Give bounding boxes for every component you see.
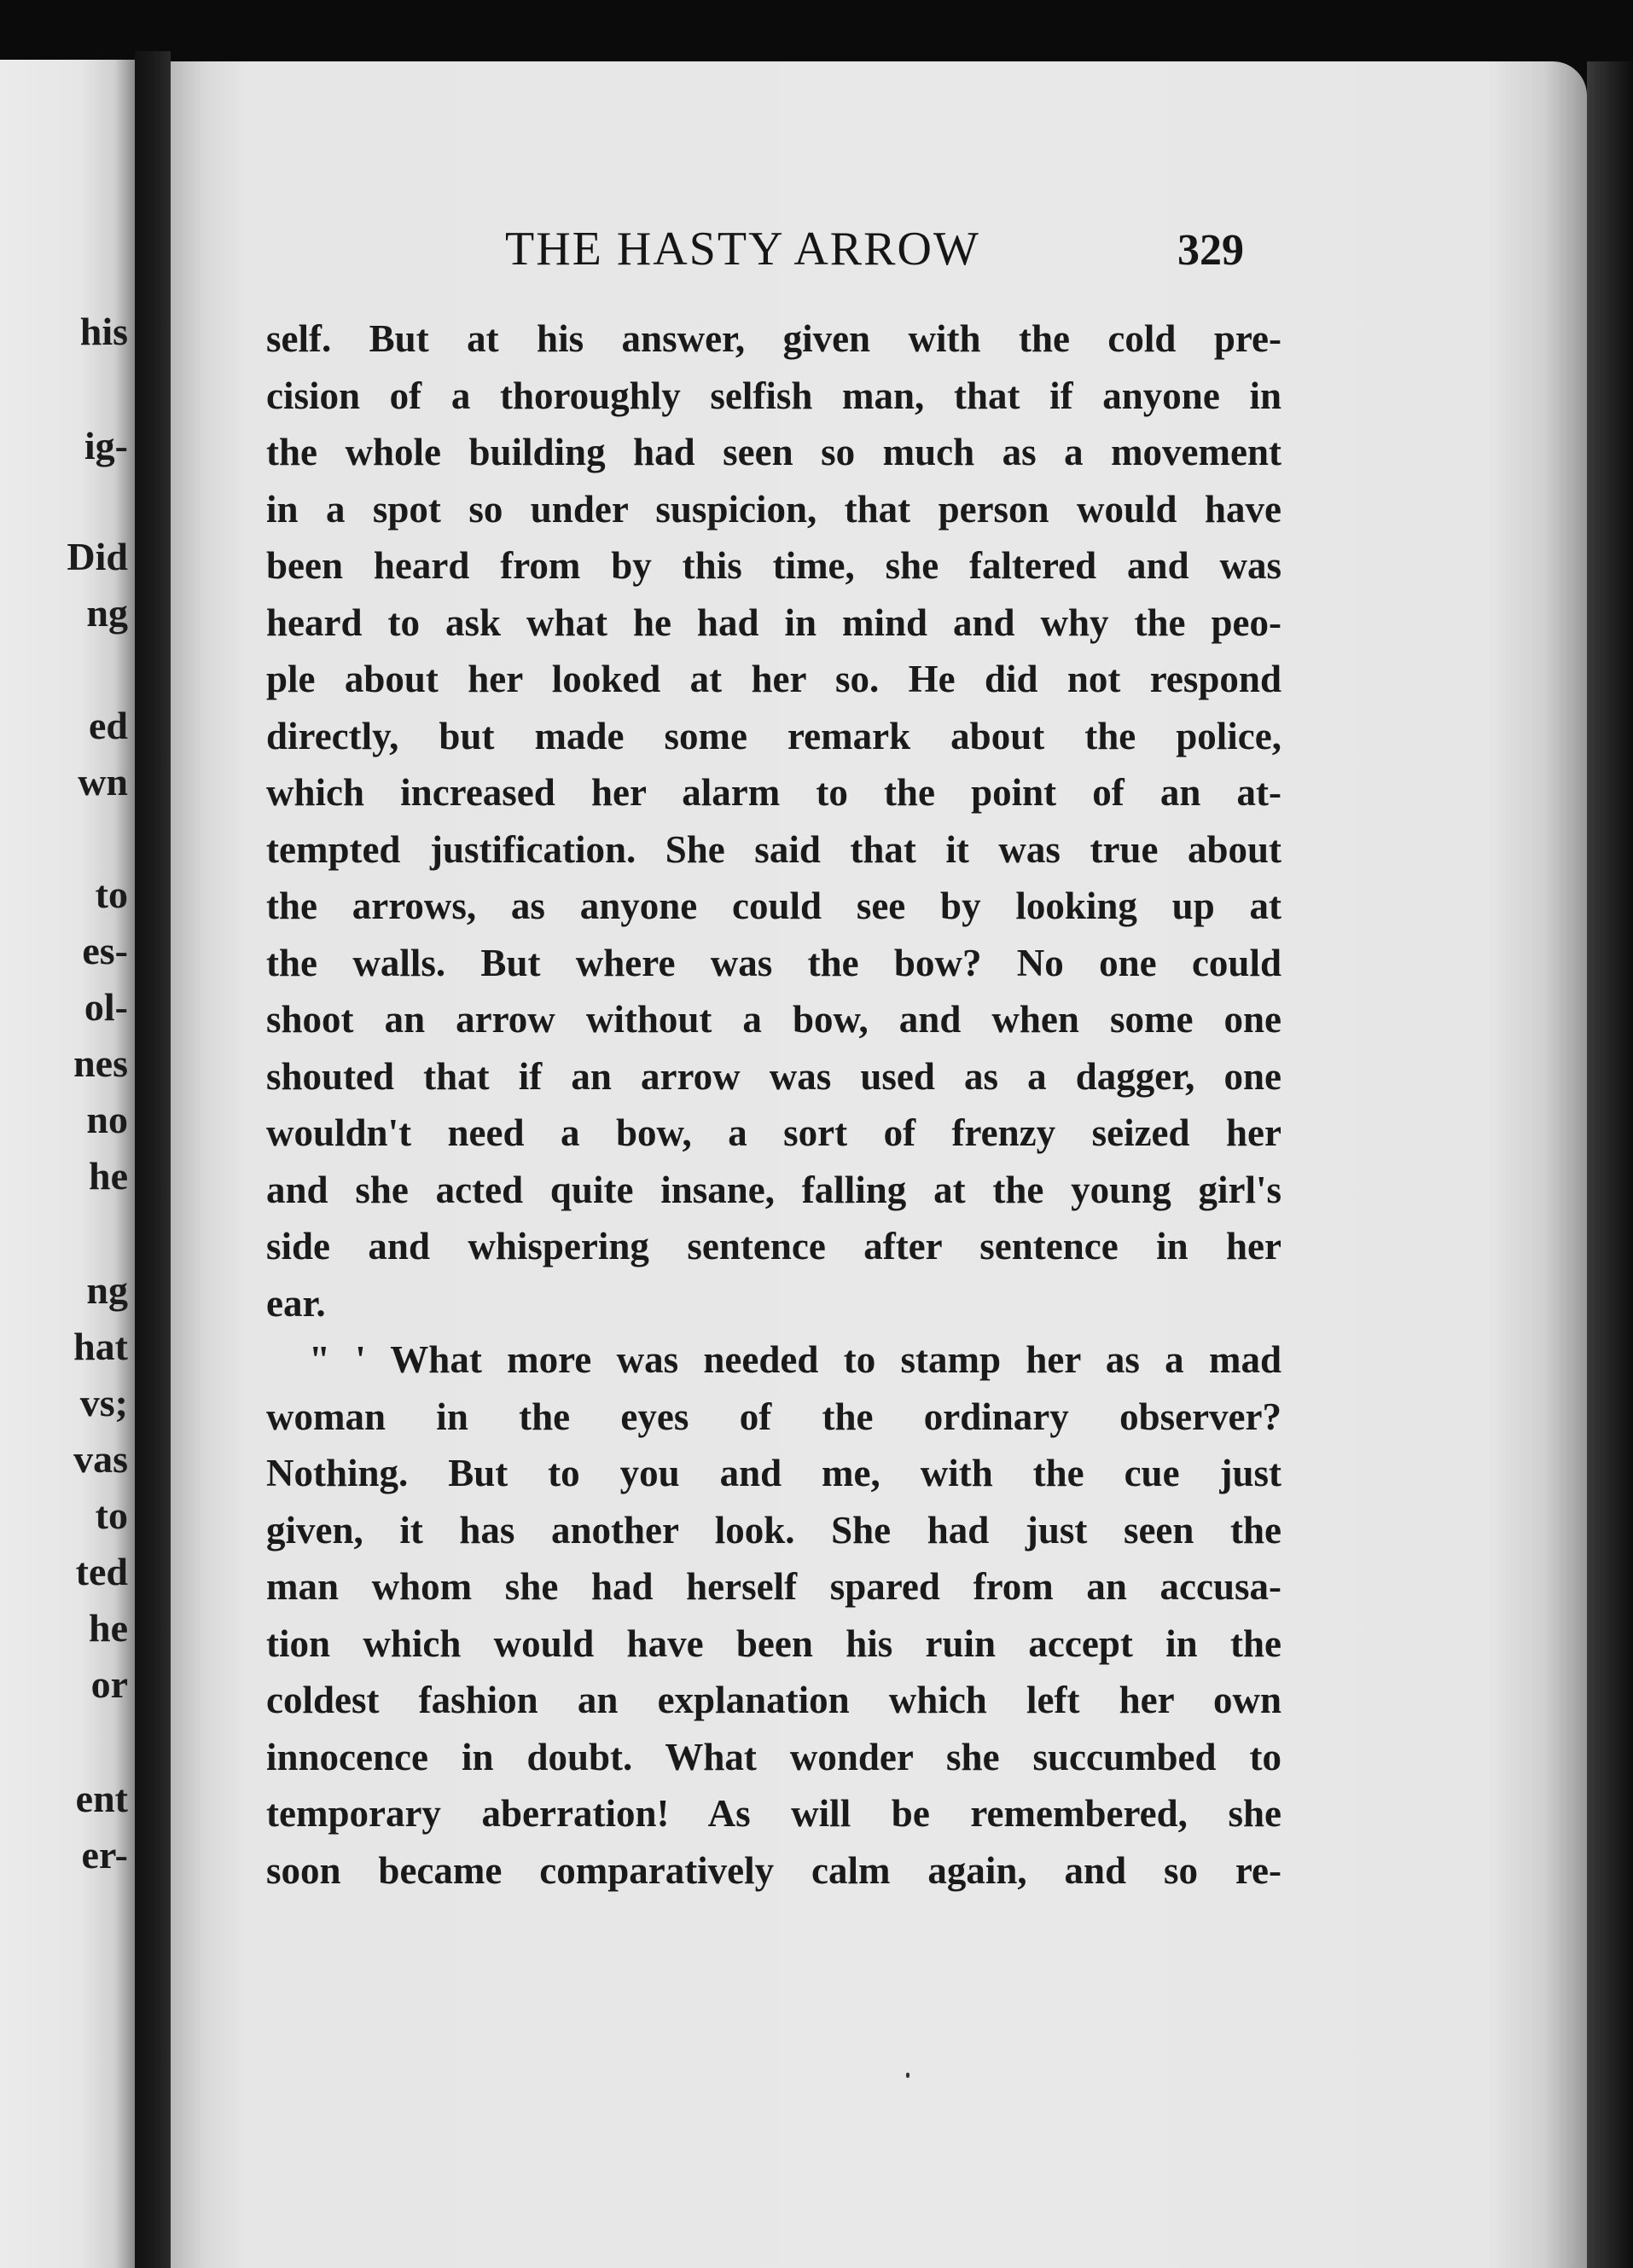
left-page-fragment: ted [75,1550,128,1593]
book-page [171,61,1587,2268]
left-page-fragment: ng [86,1268,128,1312]
left-page-fragment: vs; [79,1381,128,1424]
page-right-edge [1587,61,1633,2268]
text-line: shouted that if an arrow was used as a dagger, one [266,1054,1281,1098]
text-line: " ' What more was needed to stamp her as a mad [309,1338,1281,1381]
text-line: temporary aberration! As will be remembered, she [266,1792,1281,1835]
text-line: Nothing. But to you and me, with the cue just [266,1452,1281,1494]
paper-speck [906,2073,909,2078]
text-line: woman in the eyes of the ordinary observer? [266,1395,1281,1438]
left-page-fragment: es- [82,929,128,972]
left-page-fragment: to [95,1494,128,1537]
left-page-fragment: nes [73,1041,128,1085]
text-line: which increased her alarm to the point of an at- [266,771,1281,814]
left-page-fragment: he [89,1606,128,1650]
text-line: coldest fashion an explanation which left her own [266,1679,1281,1721]
text-line: side and whispering sentence after sentence in her [266,1225,1281,1267]
left-page-fragment: to [95,873,128,916]
text-line: the walls. But where was the bow? No one could [266,941,1281,984]
left-page-fragment: er- [81,1833,128,1876]
left-page-fragment: or [90,1662,128,1706]
text-line: the arrows, as anyone could see by looking up at [266,885,1281,927]
text-line: innocence in doubt. What wonder she succumbed to [266,1735,1281,1778]
text-line: ple about her looked at her so. He did not respond [266,658,1281,700]
text-line: tempted justification. She said that it was true about [266,827,1281,871]
left-page-fragment: ng [86,591,128,635]
text-line: ear. [266,1281,326,1325]
text-line: cision of a thoroughly selfish man, that if anyone in [266,374,1281,417]
text-line: the whole building had seen so much as a movement [266,431,1281,473]
text-line: directly, but made some remark about the police, [266,714,1281,757]
text-line: been heard from by this time, she faltered and was [266,544,1281,587]
left-page-fragment: vas [73,1437,128,1481]
left-page-fragment: hat [73,1325,128,1368]
text-line: soon became comparatively calm again, and so re- [266,1848,1281,1892]
text-line: tion which would have been his ruin accept in the [266,1621,1281,1665]
text-line: shoot an arrow without a bow, and when some one [266,998,1281,1041]
text-line: heard to ask what he had in mind and why the peo- [266,600,1281,644]
book-gutter [135,51,171,2268]
left-page-fragment: ent [75,1777,128,1820]
running-title: THE HASTY ARROW [505,223,980,276]
left-page-fragment: ig- [84,424,128,467]
previous-page-edge [0,60,135,2268]
left-page-fragment: his [79,310,128,353]
left-page-fragment: ed [89,704,128,747]
body-text [266,310,1281,1899]
left-page-fragment: ol- [84,985,128,1029]
left-page-fragment: wn [78,760,128,803]
text-line: man whom she had herself spared from an accusa- [266,1565,1281,1608]
page-header [171,222,1280,281]
page-number: 329 [1177,226,1244,275]
left-page-fragment: Did [67,535,128,578]
text-line: wouldn't need a bow, a sort of frenzy seized her [266,1111,1281,1154]
left-page-fragment: no [86,1098,128,1141]
text-line: and she acted quite insane, falling at the young girl's [266,1168,1281,1211]
text-line: in a spot so under suspicion, that person would have [266,487,1281,531]
text-line: given, it has another look. She had just seen the [266,1508,1281,1552]
text-line: self. But at his answer, given with the cold pre- [266,317,1281,360]
left-page-fragment: he [89,1154,128,1198]
